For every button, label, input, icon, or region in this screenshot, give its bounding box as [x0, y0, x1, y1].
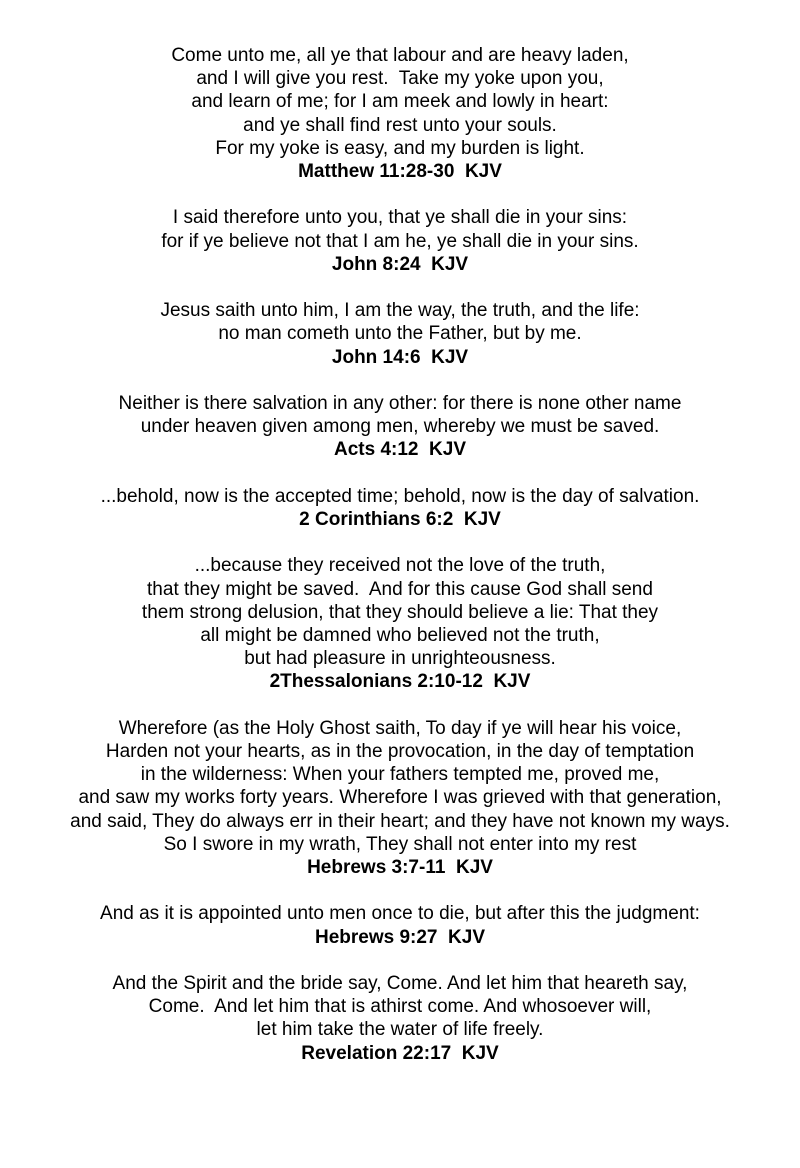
verse-line: and learn of me; for I am meek and lowly in heart:: [191, 91, 609, 113]
verse-line: that they might be saved. And for this cause God shall send: [147, 578, 653, 600]
verse-reference: Hebrews 3:7-11 KJV: [307, 857, 493, 879]
verse-line: And the Spirit and the bride say, Come. And let him that heareth say,: [112, 973, 688, 994]
verse-line: For my yoke is easy, and my burden is light.: [215, 137, 585, 159]
verse-line: Come. And let him that is athirst come. And whosoever will,: [148, 996, 652, 1018]
verse-line: ...behold, now is the accepted time; behold, now is the day of salvation.: [100, 485, 700, 507]
passage-hebrews-3-7: [0, 717, 800, 879]
verse-line: in the wilderness: When your fathers tempted me, proved me,: [140, 764, 660, 786]
passage-2-thessalonians-2-10: [0, 554, 800, 693]
passage-acts-4-12: [0, 392, 800, 462]
passage-john-14-6: [0, 299, 800, 369]
verse-reference: 2Thessalonians 2:10-12 KJV: [269, 671, 531, 693]
verse-line: Wherefore (as the Holy Ghost saith, To day if ye will hear his voice,: [118, 717, 682, 739]
verse-line: ...because they received not the love of the truth,: [194, 555, 606, 577]
verse-line: and saw my works forty years. Wherefore I was grieved with that generation,: [78, 787, 722, 809]
passage-2-corinthians-6-2: [0, 485, 800, 531]
verse-reference: Hebrews 9:27 KJV: [314, 926, 486, 948]
verse-reference: Revelation 22:17 KJV: [301, 1042, 499, 1064]
verse-line: for if ye believe not that I am he, ye shall die in your sins.: [161, 230, 639, 252]
verse-line: them strong delusion, that they should believe a lie: That they: [141, 601, 659, 623]
verse-line: and said, They do always err in their heart; and they have not known my ways.: [70, 810, 730, 832]
verse-reference: John 14:6 KJV: [331, 346, 469, 368]
verse-line: I said therefore unto you, that ye shall die in your sins:: [172, 207, 628, 229]
verse-line: Neither is there salvation in any other: for there is none other name: [118, 393, 682, 414]
verse-line: all might be damned who believed not the truth,: [200, 625, 600, 646]
verse-line: Harden not your hearts, as in the provocation, in the day of temptation: [105, 741, 695, 762]
verse-line: Come unto me, all ye that labour and are heavy laden,: [171, 45, 629, 66]
verse-reference: Matthew 11:28-30 KJV: [298, 161, 502, 183]
verse-line: Jesus saith unto him, I am the way, the truth, and the life:: [160, 300, 640, 322]
passage-revelation-22-17: [0, 972, 800, 1065]
verse-line: and I will give you rest. Take my yoke upon you,: [196, 68, 604, 90]
verse-line: and ye shall find rest unto your souls.: [243, 114, 557, 136]
passage-john-8-24: [0, 206, 800, 276]
scripture-page: [0, 44, 800, 1088]
verse-reference: Acts 4:12 KJV: [333, 439, 466, 461]
passage-hebrews-9-27: [0, 902, 800, 948]
verse-reference: 2 Corinthians 6:2 KJV: [299, 509, 501, 530]
verse-line: but had pleasure in unrighteousness.: [244, 648, 556, 670]
verse-line: no man cometh unto the Father, but by me.: [218, 323, 582, 345]
passage-matthew-11-28: [0, 44, 800, 183]
verse-line: let him take the water of life freely.: [256, 1019, 544, 1041]
verse-line: So I swore in my wrath, They shall not enter into my rest: [163, 833, 637, 855]
verse-line: under heaven given among men, whereby we must be saved.: [140, 416, 660, 438]
verse-reference: John 8:24 KJV: [331, 253, 469, 275]
verse-line: And as it is appointed unto men once to die, but after this the judgment:: [100, 903, 700, 925]
